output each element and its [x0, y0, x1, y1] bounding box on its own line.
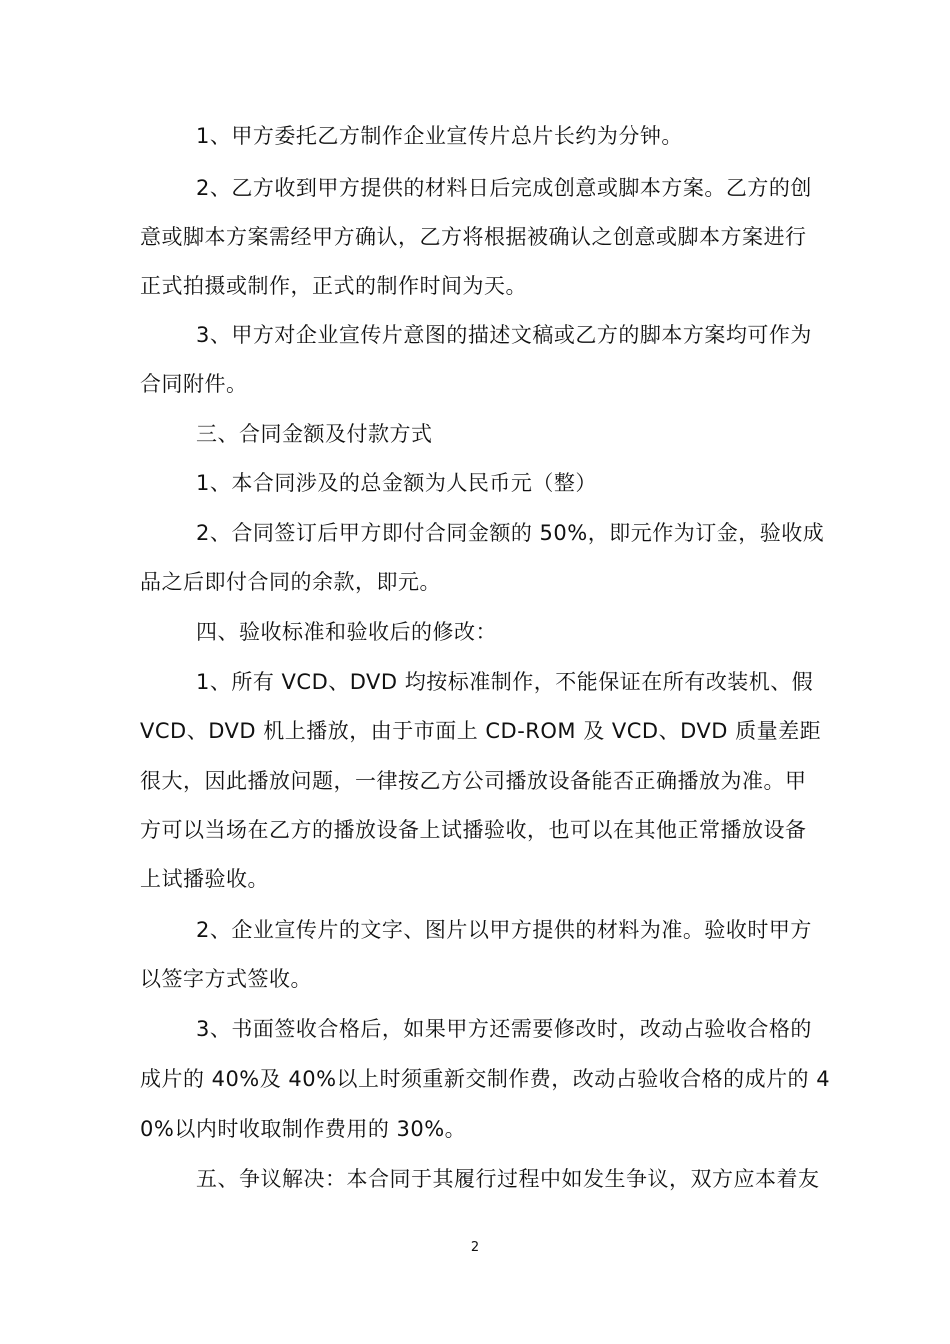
- section-heading: 四、验收标准和验收后的修改：: [196, 620, 497, 644]
- text-line: 以签字方式签收。: [140, 967, 312, 991]
- text-line: 0%以内时收取制作费用的 30%。: [140, 1117, 467, 1141]
- text-line: VCD、DVD 机上播放，由于市面上 CD-ROM 及 VCD、DVD 质量差距: [140, 719, 822, 743]
- text-line: 方可以当场在乙方的播放设备上试播验收，也可以在其他正常播放设备: [140, 818, 807, 842]
- text-line: 正式拍摄或制作，正式的制作时间为天。: [140, 274, 527, 298]
- text-line: 很大，因此播放问题，一律按乙方公司播放设备能否正确播放为准。甲: [140, 769, 807, 793]
- section-heading: 三、合同金额及付款方式: [196, 422, 433, 446]
- text-line: 上试播验收。: [140, 867, 269, 891]
- text-line: 3、甲方对企业宣传片意图的描述文稿或乙方的脚本方案均可作为: [196, 323, 812, 347]
- text-line: 1、本合同涉及的总金额为人民币元（整）: [196, 471, 597, 495]
- text-line: 合同附件。: [140, 372, 248, 396]
- text-line: 1、甲方委托乙方制作企业宣传片总片长约为分钟。: [196, 124, 683, 148]
- text-line: 2、企业宣传片的文字、图片以甲方提供的材料为准。验收时甲方: [196, 918, 812, 942]
- text-line: 1、所有 VCD、DVD 均按标准制作，不能保证在所有改装机、假: [196, 670, 814, 694]
- text-line: 2、合同签订后甲方即付合同金额的 50%，即元作为订金，验收成: [196, 521, 825, 545]
- text-line: 成片的 40%及 40%以上时须重新交制作费，改动占验收合格的成片的 4: [140, 1067, 831, 1091]
- text-line: 意或脚本方案需经甲方确认，乙方将根据被确认之创意或脚本方案进行: [140, 225, 807, 249]
- page-number: 2: [470, 1240, 480, 1255]
- text-line: 品之后即付合同的余款，即元。: [140, 570, 441, 594]
- text-line: 2、乙方收到甲方提供的材料日后完成创意或脚本方案。乙方的创: [196, 176, 812, 200]
- text-line: 3、书面签收合格后，如果甲方还需要修改时，改动占验收合格的: [196, 1017, 812, 1041]
- section-heading: 五、争议解决：本合同于其履行过程中如发生争议，双方应本着友: [196, 1167, 820, 1191]
